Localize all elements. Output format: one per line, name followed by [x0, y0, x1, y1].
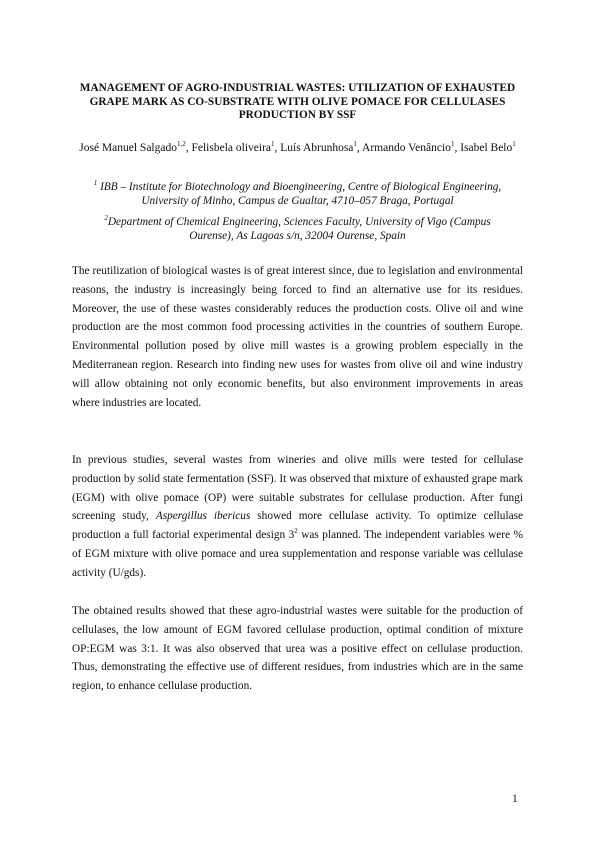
author-name: Armando Venâncio [362, 142, 451, 154]
affiliation-text: Department of Chemical Engineering, Sciences Faculty, University of Vigo (Campus Ourense), As Lagoas s/n, 32004 Ourense, Spain [107, 216, 491, 242]
body-paragraph-2: In previous studies, several wastes from wineries and olive mills were tested for cellulase production by solid state fermentation (SSF). It was observed that mixture of exhausted grape mark (EGM) with olive pomace (OP) were suitable substrates for cellulase production. After fungi screening study, Aspergillus ibericus showed more cellulase activity. To optimize cellulase production a full factorial experimental design $3^2$ was planned. The independent variables were % of EGM mixture with olive pomace and urea supplementation and response variable was cellulase activity (U/gds). [72, 454, 524, 579]
affiliation-mark: 1,2 [176, 140, 186, 149]
author: Felisbela oliveira$^1$, [191, 140, 281, 154]
affiliation-mark: 1 [450, 140, 455, 149]
author-list [72, 141, 523, 156]
affiliation-1 [84, 180, 511, 208]
author: Luís Abrunhosa$^1$, [280, 140, 363, 154]
affiliation-mark: 1 [353, 140, 357, 149]
author [460, 142, 516, 154]
author-name: Luís Abrunhosa [280, 142, 354, 154]
affiliation-text: IBB – Institute for Biotechnology and Bioengineering, Centre of Biological Engineering, University of Minho, Campus de Gualtar, 4710–057 Braga, Portugal [97, 181, 502, 207]
paper-title: MANAGEMENT OF AGRO-INDUSTRIAL WASTES: UTILIZATION OF EXHAUSTED GRAPE MARK AS CO-SUBSTRATE WITH OLIVE POMACE FOR CELLULASES PRODUCTION BY SSF [79, 82, 516, 122]
affiliation-mark: 1 [512, 140, 516, 149]
page-number: 1 [512, 793, 518, 805]
species-name: Aspergillus ibericus [155, 510, 251, 523]
author-name: Felisbela oliveira [191, 142, 272, 154]
affiliation-mark: 1 [271, 140, 275, 149]
body-paragraph-1: The reutilization of biological wastes is of great interest since, due to legislation and environmental reasons, the industry is increasingly being forced to find an alternative use for its residues. Moreover, the use of these wastes considerably reduces the production costs. Olive oil and wine production are the most common food processing activities in the countries of southern Europe. Environmental pollution posed by olive mill wastes is a growing problem especially in the Mediterranean region. Research into finding new uses for wastes from olive oil and wine industry will allow obtaining not only economic benefits, but also environment improvements in areas where industries are located. [72, 265, 523, 409]
body-paragraph-3: The obtained results showed that these agro-industrial wastes were suitable for the production of cellulases, the low amount of EGM favored cellulase production, optimal condition of mixture OP:EGM was 3:1. It was also observed that urea was a positive effect on cellulase production. Thus, demonstrating the effective use of different residues, from industries which are in the same region, to enhance cellulase production. [72, 605, 523, 693]
author: Armando Venâncio$^1$, [362, 140, 461, 154]
design-exponent: 2 [294, 527, 298, 536]
author-name: José Manuel Salgado [79, 142, 177, 154]
affiliation-2 [84, 215, 511, 243]
author-name: Isabel Belo [460, 142, 513, 154]
affiliation-mark: 2 [104, 214, 108, 223]
affiliation-mark: 1 [93, 179, 98, 188]
author: José Manuel Salgado$^{1,2}$, [79, 140, 192, 154]
